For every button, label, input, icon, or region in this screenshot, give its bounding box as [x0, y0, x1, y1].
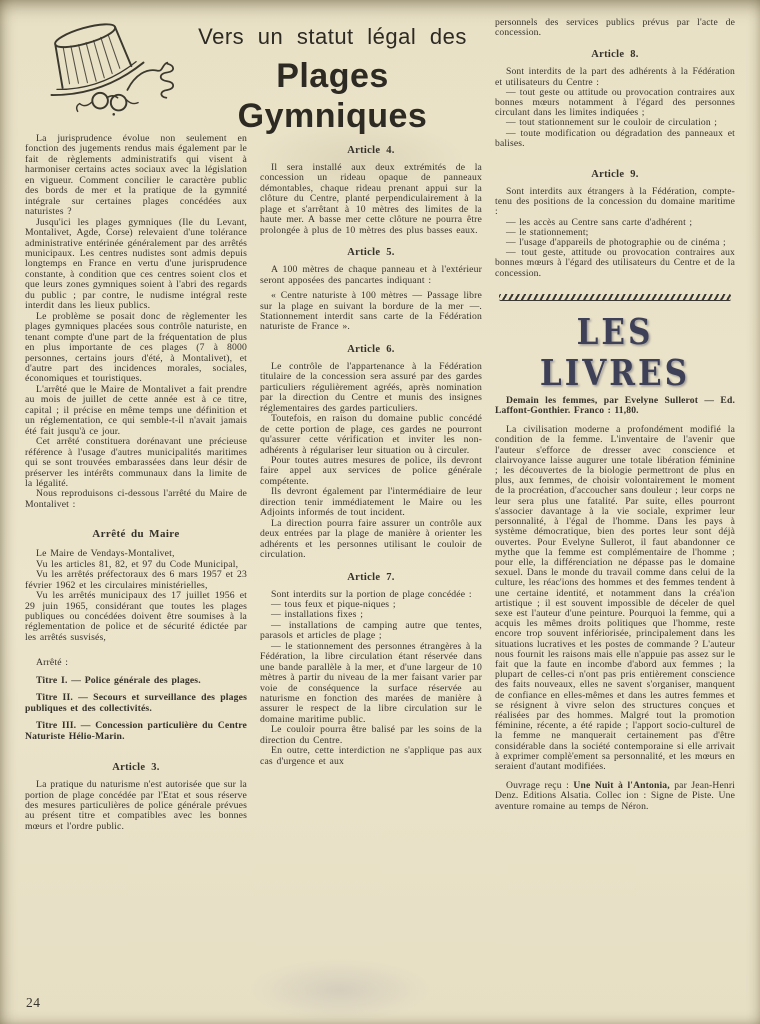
- article-title-block: [183, 14, 482, 136]
- list-item: — les accès au Centre sans carte d'adhérent ;: [506, 216, 693, 228]
- paragraph: Jusqu'ici les plages gymniques (Ile du Levant, Montalivet, Agde, Corse) relevaient d'une tolérance administrative entérinée généralement par des arrêtés municipaux. Les centres nudistes sont admis depuis longtemps en France en vertu d'une jurisprudence constante, à condition que ces centres soient clos et que leurs zones gymniques soient à l'abri des regards du public ; par contre, le nudisme intégral reste interdit dans les lieux publics.: [25, 216, 247, 312]
- book-received-prefix: Ouvrage reçu :: [506, 780, 574, 792]
- titre-3: Titre III. — Concession particulière du Centre Naturiste Hélio-Marin.: [25, 720, 247, 742]
- decree-line: Vu les articles 81, 82, et 97 du Code Municipal,: [36, 558, 239, 570]
- article-7-heading: Article 7.: [347, 571, 395, 583]
- book-received-title: Une Nuit à l'Antonia,: [573, 780, 670, 792]
- paragraph: Le problème se posait donc de règlementer les plages gymniques placées sous contrôle naturiste, en tenant compte d'une part de la fréquentation de plus en plus importante de ces plages (7 à 8000 personnes, certains jours d'été, à Montalivet), et d'autre part des incidences morales, sociales, économiques et touristiques.: [25, 310, 247, 385]
- paragraph: Le contrôle de l'appartenance à la Fédération titulaire de la concession sera assuré par des gardes particuliers régulièrement agréés, après nomination par la direction du Centre et munis des insignes réglementaires des gardes particuliers.: [260, 360, 482, 414]
- list-item: — le stationnement;: [506, 226, 589, 238]
- paragraph: La pratique du naturisme n'est autorisée que sur la portion de plage concédée par l'Etat et sous réserve des mesures particulières de police générale prévues au présent titre et compatibles avec les bonnes mœurs et l'ordre public.: [25, 779, 247, 832]
- top-hat-pince-nez-illustration: [25, 14, 183, 131]
- article-5-heading: Article 5.: [347, 247, 395, 259]
- paragraph: En outre, cette interdiction ne s'applique pas aux cas d'urgence et aux: [260, 745, 482, 767]
- list-item: — tout geste, attitude ou provocation contraires aux bonnes mœurs à l'égard des utilisateurs du Centre et de la concession.: [495, 247, 735, 279]
- two-column-body: [25, 134, 482, 832]
- paragraph: Sont interdits aux étrangers à la Fédération, compte-tenu des positions de la concession du domaine maritime :: [495, 186, 735, 218]
- paragraph: Ils devront également par l'intermédiaire de leur direction tenir immédiatement le Maire ou les Adjoints informés de tout incident.: [260, 486, 482, 519]
- book-reference: Demain les femmes, par Evelyne Sullerot — Ed. Laffont-Gonthier. Franco : 11,80.: [495, 394, 735, 417]
- continuation-paragraph: personnels des services publics prévus par l'acte de concession.: [495, 17, 735, 39]
- paragraph: Toutefois, en raison du domaine public concédé de cette portion de plage, ces gardes ne pourront qu'assurer cette vérification et inviter les non-adhérents à régulariser leur situation ou à circuler.: [260, 413, 482, 456]
- books-section-logo: LES LIVRES: [539, 311, 691, 394]
- list-item: — l'usage d'appareils de photographie ou de cinéma ;: [506, 237, 726, 249]
- column-middle: [260, 134, 482, 832]
- list-item: — installations de camping autre que tentes, parasols et articles de plage ;: [260, 619, 482, 642]
- sketch-icon: [25, 14, 183, 126]
- article-header: [25, 14, 482, 135]
- article-9-heading: Article 9.: [591, 169, 639, 181]
- decree-line: Vu les arrêtés préfectoraux des 6 mars 1957 et 23 février 1962 et les circulaires ministérielles,: [25, 569, 247, 591]
- braided-divider: [499, 294, 731, 301]
- paragraph: A 100 mètres de chaque panneau et à l'extérieur seront apposées des pancartes indiquant :: [260, 264, 482, 286]
- book-received-rest: par Jean-Henri Denz. Editions Alsatia. Collec ion : Signe de Piste. Une aventure romaine au temps de Néron.: [495, 780, 735, 812]
- article-4-heading: Article 4.: [347, 145, 395, 156]
- list-item: — le stationnement des personnes étrangères à la Fédération, la libre circulation étant réservée dans une bande parallèle à la mer, et d'une largeur de 10 mètres à partir du niveau de la mer faisant varier par voie de conséquence la surface réservée au naturisme en fonction des marées de manière à assurer le respect de la libre circulation sur le domaine maritime public.: [260, 640, 482, 725]
- paragraph: L'arrêté que le Maire de Montalivet a fait prendre au mois de juillet de cette année est à ce titre, capital ; il précise en même temps une définition et un réglementation, ce qui semble-t-il n'avait jamais été fait jusqu'à ce jour.: [25, 383, 247, 437]
- article-title-line2: Plages Gymniques: [237, 57, 428, 135]
- article-8-heading: Article 8.: [591, 49, 639, 61]
- left-two-column-block: [25, 14, 482, 832]
- decree-line: Le Maire de Vendays-Montalivet,: [36, 548, 175, 560]
- decree-label: Arrêté :: [36, 657, 69, 669]
- page-number: 24: [26, 995, 41, 1010]
- list-item: — tous feux et pique-niques ;: [271, 598, 396, 610]
- article-title-line1: Vers un statut légal des: [198, 24, 467, 49]
- book-review-paragraph: La civilisation moderne a profondément modifié la condition de la femme. L'inventaire de l'avenir que l'auteur s'efforce de dresser avec conscience et clairvoyance laisse augurer une totale libération féminine ; les découvertes de la biologie permettront de plus en plus, aux femmes, de choisir volontairement le moment de la procréation, d'accoucher sans douleur ; leur corps ne leur sera plus une fatalité. Par suite, elles pourront s'associer davantage à la vie sociale, exprimer leur personnalité, à l'égal de l'homme. Dans les pays à système démocratique, bien des portes leur sont déjà ouvertes. Pour Evelyne Sullerot, il faut abandonner ce mythe que la femme est complémentaire de l'homme ; pour elle, la différenciation ne dépasse pas le domaine sexuel. Dans le monde du travail comme dans celui de la culture, les réac'ions des hommes et des femmes tendent à une certaine identité, et notamment dans la créa'ion artistique ; il est souvent impossible de déceler de quel sexe est l'auteur d'une peinture. Pourquoi la femme, qui a acquis les mêmes droits politiques que l'homme, reste encore trop souvent infériorisée, principalement dans les situations lucratives et les postes de commande ? L'auteur nous fournit les raisons mais elle n'appuie pas assez sur le fait que la faute en incombe d'abord aux femmes ; la plupart de celles-ci n'ont pas pris entièrement conscience des faits nouveaux, elles ne savent s'organiser, manquent de confiance en elles-mêmes et dans les autres femmes et se résignent à vivre selon des structures conçues et réalisées par des hommes. Malgré tout la promotion féminine, récente, a été rapide ; l'apport socio-culturel de la femme ne manquerait certainement pas d'être considérable dans la société contemporaine si elle arrivait à exprimer complè'ement sa personnalité, et les mœurs en seraient d'autant modifiées.: [495, 424, 735, 772]
- book-received-note: [495, 781, 735, 812]
- list-item: — tout stationnement sur le couloir de circulation ;: [506, 117, 718, 129]
- column-right: [495, 14, 735, 832]
- paragraph: Le couloir pourra être balisé par les soins de la direction du Centre.: [260, 724, 482, 746]
- paragraph: Sont interdits sur la portion de plage concédée :: [271, 588, 472, 600]
- paragraph: La direction pourra faire assurer un contrôle aux deux entrées par la plage de manière à orienter les adhérents et les personnes utilisant le couloir de circulation.: [260, 517, 482, 561]
- article-3-heading: Article 3.: [112, 762, 160, 774]
- decree-heading: Arrêté du Maire: [92, 528, 180, 541]
- list-item: — installations fixes ;: [271, 609, 364, 621]
- paragraph: Pour toutes autres mesures de police, ils devront faire appel aux services de police générale compétente.: [260, 454, 482, 487]
- paragraph: Cet arrêté constituera dorénavant une précieuse référence à l'usage d'autres municipalités maritimes qui se sont trouvées embarassées dans leur désir de préserver les intérêts communaux dans la limite de la légalité.: [25, 436, 247, 489]
- list-item: — tout geste ou attitude ou provocation contraires aux bonnes mœurs notamment à l'égard des personnes circulant dans les limites indiquées ;: [495, 86, 735, 119]
- list-item: — toute modification ou dégradation des panneaux et balises.: [495, 127, 735, 149]
- article-6-heading: Article 6.: [347, 343, 395, 355]
- paragraph: Nous reproduisons ci-dessous l'arrêté du Maire de Montalivet :: [25, 488, 247, 510]
- paragraph: La jurisprudence évolue non seulement en fonction des jugements rendus mais également par le fait de règlements administratifs qui visent à harmoniser certains actes sociaux avec la législation en vigueur. Comment concilier le caractère public des bords de mer et la pratique de la gymnité intégrale sur certaines plages concédées aux naturistes ?: [25, 133, 247, 218]
- paragraph: Il sera installé aux deux extrémités de la concession un rideau opaque de panneaux démontables, chaque rideau prenant appui sur la clôture du Centre, planté perpendiculairement à la plage et s'arrêtant à 10 mètres des limites de la haute mer. A basse mer cette clôture ne pourra être prolongée à plus de 10 mètres des plus basses eaux.: [260, 162, 482, 236]
- paragraph: « Centre naturiste à 100 mètres — Passage libre sur la plage en suivant la bordure de la mer —. Stationnement interdit sans carte de la Fédération naturiste de France ».: [260, 290, 482, 333]
- column-left: [25, 134, 247, 832]
- decree-line: Vu les arrêtés municipaux des 17 juillet 1956 et 29 juin 1965, considérant que toutes les plages publiques ou concédées doivent être soumises à la réglementation de police et de sécurité édictée par les arrêtés susvisés,: [25, 590, 247, 643]
- titre-1: Titre I. — Police générale des plages.: [36, 674, 201, 686]
- titre-2: Titre II. — Secours et surveillance des plages publiques et des collectivités.: [25, 692, 247, 714]
- paragraph: Sont interdits de la part des adhérents à la Fédération et utilisateurs du Centre :: [495, 66, 735, 88]
